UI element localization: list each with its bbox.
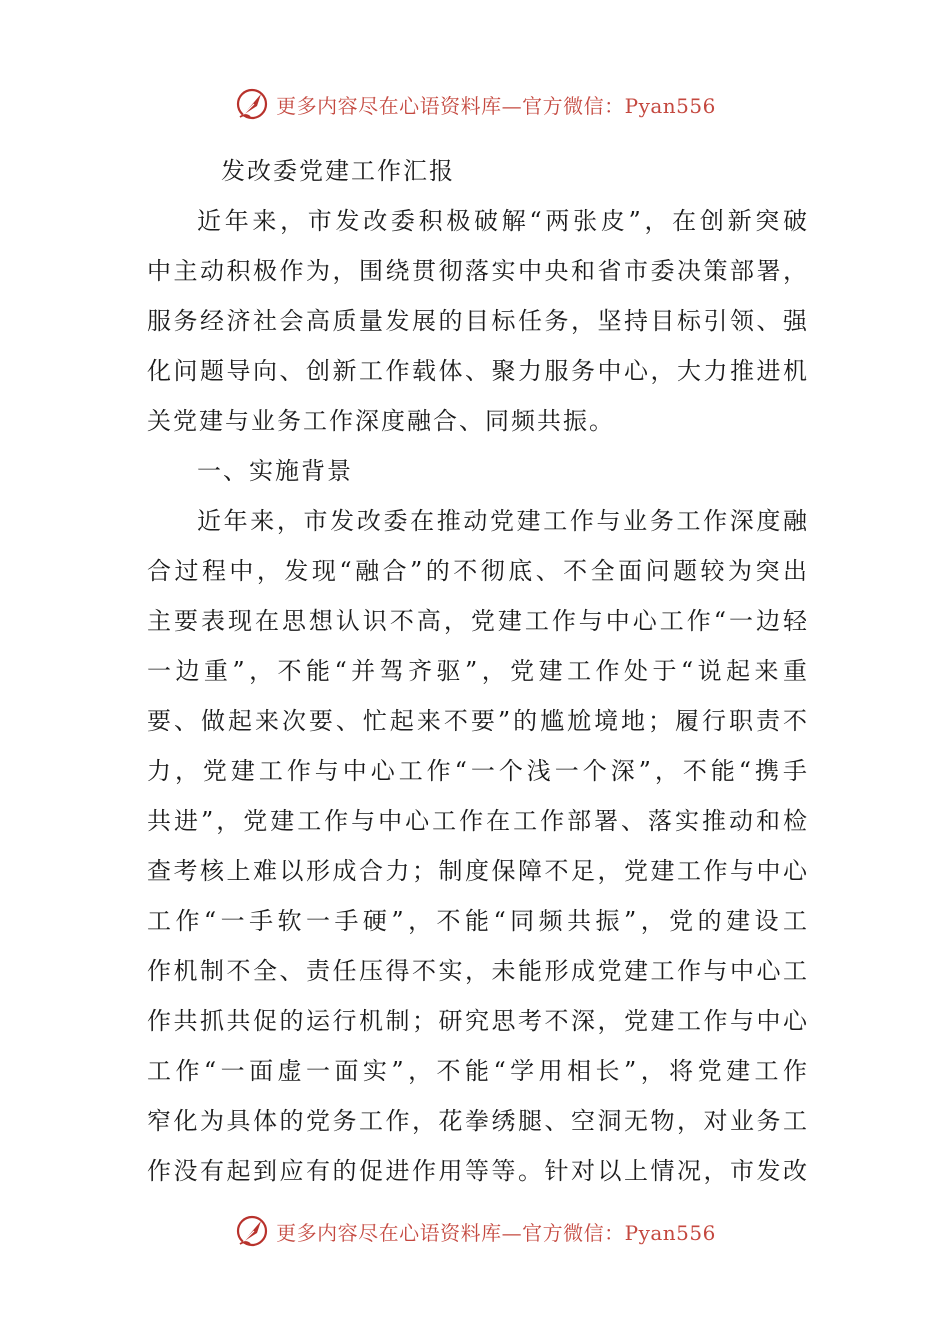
text-line: 中主动积极作为，围绕贯彻落实中央和省市委决策部署， bbox=[147, 257, 807, 285]
intro-paragraph bbox=[147, 196, 807, 446]
text-line: 力，党建工作与中心工作“一个浅一个深”，不能“携手 bbox=[147, 757, 807, 785]
text-line: 化问题导向、创新工作载体、聚力服务中心，大力推进机 bbox=[147, 357, 807, 385]
quill-logo-icon bbox=[234, 1213, 270, 1249]
banner-text: 更多内容尽在心语资料库—官方微信：Pyan556 bbox=[276, 1220, 716, 1245]
text-line: 工作“一面虚一面实”，不能“学用相长”，将党建工作 bbox=[147, 1057, 807, 1085]
text-line: 近年来，市发改委在推动党建工作与业务工作深度融 bbox=[197, 507, 807, 535]
text-line: 作共抓共促的运行机制；研究思考不深，党建工作与中心 bbox=[147, 1007, 807, 1035]
text-line: 查考核上难以形成合力；制度保障不足，党建工作与中心 bbox=[147, 857, 807, 885]
text-line: 主要表现在思想认识不高，党建工作与中心工作“一边轻 bbox=[147, 607, 807, 635]
text-line: 合过程中，发现“融合”的不彻底、不全面问题较为突出 bbox=[147, 557, 807, 585]
text-line: 作没有起到应有的促进作用等等。针对以上情况，市发改 bbox=[147, 1157, 807, 1185]
text-line: 关党建与业务工作深度融合、同频共振。 bbox=[147, 407, 615, 435]
document-title: 发改委党建工作汇报 bbox=[221, 157, 455, 185]
quill-logo-icon bbox=[234, 86, 270, 122]
banner-text: 更多内容尽在心语资料库—官方微信：Pyan556 bbox=[276, 93, 716, 118]
text-line: 共进”，党建工作与中心工作在工作部署、落实推动和检 bbox=[147, 807, 807, 835]
text-line: 服务经济社会高质量发展的目标任务，坚持目标引领、强 bbox=[147, 307, 807, 335]
text-line: 窄化为具体的党务工作，花拳绣腿、空洞无物，对业务工 bbox=[147, 1107, 807, 1135]
text-line: 工作“一手软一手硬”，不能“同频共振”，党的建设工 bbox=[147, 907, 807, 935]
header-banner bbox=[0, 84, 950, 124]
text-line: 近年来，市发改委积极破解“两张皮”，在创新突破 bbox=[197, 207, 807, 235]
text-line: 一边重”，不能“并驾齐驱”，党建工作处于“说起来重 bbox=[147, 657, 807, 685]
document-body bbox=[147, 146, 807, 1196]
section-heading: 一、实施背景 bbox=[197, 457, 353, 485]
text-line: 作机制不全、责任压得不实，未能形成党建工作与中心工 bbox=[147, 957, 807, 985]
footer-banner bbox=[0, 1211, 950, 1251]
section-paragraph bbox=[147, 496, 807, 1196]
text-line: 要、做起来次要、忙起来不要”的尴尬境地；履行职责不 bbox=[147, 707, 807, 735]
